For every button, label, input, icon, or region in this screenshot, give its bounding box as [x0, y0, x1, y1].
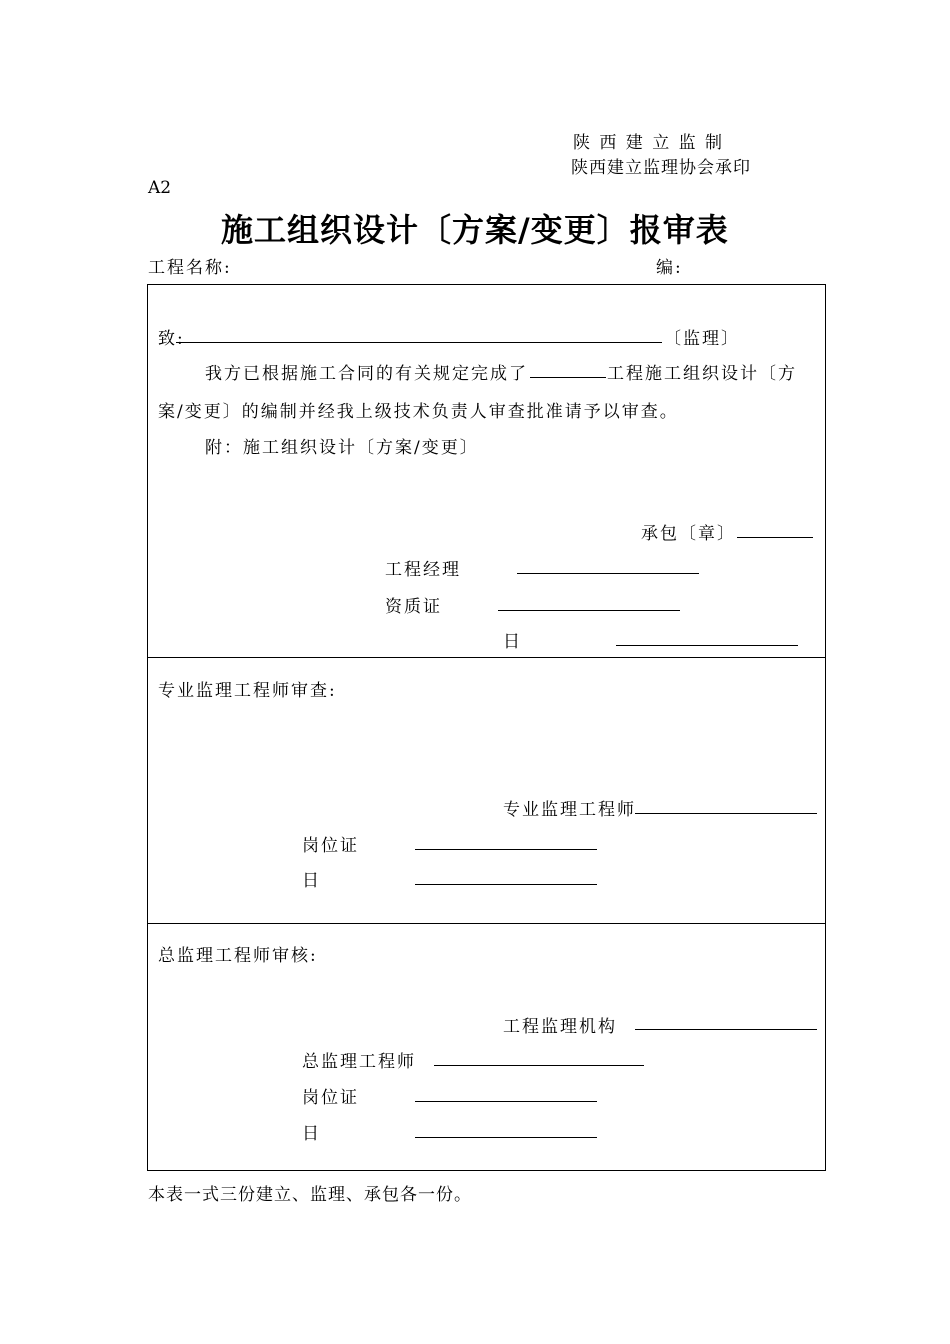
specialty-engineer-label: 专业监理工程师	[503, 800, 636, 820]
attachment-text: 附：施工组织设计〔方案/变更〕	[205, 438, 479, 458]
date-line-3[interactable]	[415, 1137, 597, 1138]
date-label-1: 日	[503, 632, 522, 652]
section3-heading: 总监理工程师审核:	[158, 946, 318, 966]
chief-engineer-line[interactable]	[434, 1065, 644, 1066]
page-title: 施工组织设计〔方案/变更〕报审表	[221, 211, 729, 249]
paragraph-part-1: 我方已根据施工合同的有关规定完成了	[205, 364, 528, 384]
issuer-line-2: 陕西建立监理协会承印	[571, 158, 751, 178]
date-label-2: 日	[302, 871, 321, 891]
post-cert-label-1: 岗位证	[302, 836, 359, 856]
project-name-label: 工程名称:	[148, 258, 232, 278]
date-label-3: 日	[302, 1124, 321, 1144]
contractor-seal-label: 承包〔章〕	[641, 524, 736, 544]
qualification-label: 资质证	[385, 597, 442, 617]
paragraph-line-2: 案/变更〕的编制并经我上级技术负责人审查批准请予以审查。	[158, 402, 679, 422]
contractor-seal-line[interactable]	[737, 537, 813, 538]
post-cert-label-2: 岗位证	[302, 1088, 359, 1108]
footer-note: 本表一式三份建立、监理、承包各一份。	[148, 1185, 472, 1205]
to-label: 致:	[158, 329, 185, 349]
supervision-org-line[interactable]	[635, 1029, 817, 1030]
supervision-org-label: 工程监理机构	[503, 1017, 617, 1037]
project-manager-label: 工程经理	[385, 560, 461, 580]
date-line-2[interactable]	[415, 884, 597, 885]
chief-engineer-label: 总监理工程师	[302, 1052, 416, 1072]
to-suffix: 〔监理〕	[664, 329, 740, 349]
post-cert-line-1[interactable]	[415, 849, 597, 850]
to-field-line[interactable]	[176, 342, 662, 343]
number-label: 编:	[656, 258, 683, 278]
project-blank-line[interactable]	[530, 377, 606, 378]
qualification-line[interactable]	[498, 610, 680, 611]
section-divider-2	[147, 923, 826, 924]
post-cert-line-2[interactable]	[415, 1101, 597, 1102]
project-manager-line[interactable]	[517, 573, 699, 574]
issuer-line-1: 陕 西 建 立 监 制	[573, 133, 725, 153]
paragraph-part-2: 工程施工组织设计〔方	[607, 364, 797, 384]
section-divider-1	[147, 657, 826, 658]
specialty-engineer-line[interactable]	[635, 813, 817, 814]
section2-heading: 专业监理工程师审查:	[158, 681, 337, 701]
date-line-1[interactable]	[616, 645, 798, 646]
form-code: A2	[148, 178, 172, 198]
